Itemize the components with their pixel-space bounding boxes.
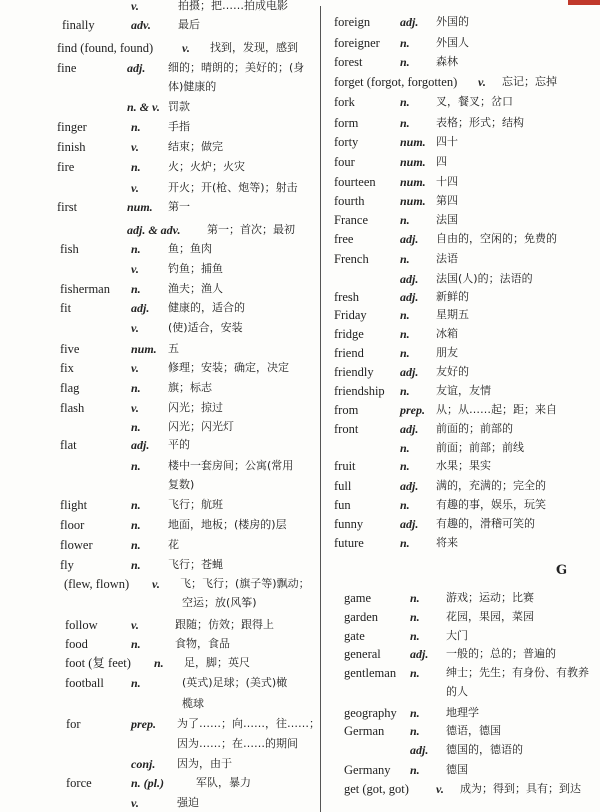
part-of-speech: n. [400,459,410,473]
meaning: 因为，由于 [177,757,232,770]
part-of-speech: n. [131,381,141,395]
meaning: (英式)足球；(美式)橄 [182,676,288,689]
part-of-speech: num. [400,155,426,169]
headword: football [65,676,104,690]
headword: force [66,776,92,790]
meaning: 旗；标志 [168,381,212,394]
headword: four [334,155,355,169]
headword: funny [334,517,364,531]
headword: geography [344,706,397,720]
part-of-speech: adj. [127,61,146,75]
meaning: 地面，地板；(楼房的)层 [168,518,287,531]
part-of-speech: n. [131,420,141,434]
headword: finish [57,140,86,154]
part-of-speech: n. [410,724,420,738]
meaning: 飞行；苍蝇 [168,558,223,571]
meaning: 因为……；在……的期间 [177,737,298,750]
part-of-speech: v. [478,75,486,89]
part-of-speech: adj. [410,743,429,757]
headword: flag [60,381,80,395]
part-of-speech: n. [410,629,420,643]
meaning: 修理；安装；确定，决定 [168,361,289,374]
part-of-speech: adj. [131,301,150,315]
meaning: 手指 [168,120,190,133]
headword: flat [60,438,77,452]
part-of-speech: num. [127,200,153,214]
part-of-speech: adv. [131,18,151,32]
meaning: 楼中一套房间；公寓(常用 [168,459,294,472]
meaning: 德国 [446,763,468,776]
part-of-speech: n. [131,676,141,690]
part-of-speech: n. [400,95,410,109]
part-of-speech: num. [400,175,426,189]
part-of-speech: v. [131,0,139,13]
part-of-speech: n. [400,252,410,266]
meaning: 外国的 [436,15,469,28]
meaning: 火；火炉；火灾 [168,160,245,173]
headword: foreigner [334,36,380,50]
headword: flash [60,401,85,415]
part-of-speech: adj. [400,232,419,246]
meaning: 满的，充满的；完全的 [436,479,546,492]
meaning: 十四 [436,175,458,188]
meaning: 足，脚；英尺 [184,656,250,669]
headword: gate [344,629,365,643]
headword: fresh [334,290,359,304]
headword: Friday [334,308,367,322]
meaning: 四十 [436,135,458,148]
meaning: (使)适合，安装 [168,321,243,334]
meaning: 五 [168,342,179,355]
meaning: 德国的，德语的 [446,743,523,756]
headword: from [334,403,359,417]
meaning: 忘记；忘掉 [502,75,557,88]
part-of-speech: adj. [400,272,419,286]
headword: friendship [334,384,385,398]
headword: Germany [344,763,391,777]
meaning: 地理学 [446,706,479,719]
meaning: 平的 [168,438,190,451]
meaning: 食物，食品 [175,637,230,650]
headword: fourteen [334,175,376,189]
part-of-speech: n. [410,610,420,624]
meaning: 钓鱼；捕鱼 [168,262,223,275]
headword: for [66,717,81,731]
headword: form [334,116,359,130]
part-of-speech: v. [131,361,139,375]
headword: (flew, flown) [64,577,130,591]
headword: France [334,213,369,227]
column-divider [320,6,321,812]
meaning: 鱼；鱼肉 [168,242,212,255]
meaning: 军队，暴力 [196,776,251,789]
headword: fruit [334,459,356,473]
part-of-speech: prep. [131,717,156,731]
headword: general [344,647,381,661]
part-of-speech: n. [400,308,410,322]
meaning: 友好的 [436,365,469,378]
meaning: 渔夫；渔人 [168,282,223,295]
part-of-speech: adj. [400,15,419,29]
headword: forest [334,55,363,69]
part-of-speech: num. [400,194,426,208]
meaning: 叉，餐叉；岔口 [436,95,513,108]
part-of-speech: n. & v. [127,100,160,114]
meaning: 结束；做完 [168,140,223,153]
headword: future [334,536,364,550]
part-of-speech: n. [131,120,141,134]
part-of-speech: v. [152,577,160,591]
headword: forty [334,135,359,149]
headword: floor [60,518,85,532]
part-of-speech: adj. [400,365,419,379]
meaning: 细的；晴朗的；美好的；(身 [168,61,305,74]
meaning: 第一 [168,200,190,213]
part-of-speech: adj. [400,517,419,531]
part-of-speech: n. [400,55,410,69]
headword: fridge [334,327,364,341]
part-of-speech: n. [400,36,410,50]
meaning: 最后 [178,18,200,31]
meaning: 法国 [436,213,458,226]
part-of-speech: v. [131,262,139,276]
meaning: 罚款 [168,100,190,113]
headword: game [344,591,372,605]
headword: full [334,479,352,493]
headword: five [60,342,80,356]
meaning: 绅士；先生；有身份、有教养 [446,666,589,679]
section-heading: G [556,563,568,578]
headword: forget (forgot, forgotten) [334,75,458,89]
headword: German [344,724,385,738]
part-of-speech: v. [131,796,139,810]
part-of-speech: n. [410,763,420,777]
headword: fine [57,61,77,75]
meaning: 的人 [446,685,468,698]
meaning: 大门 [446,629,468,642]
part-of-speech: n. [131,518,141,532]
meaning: 新鲜的 [436,290,469,303]
headword: find (found, found) [57,41,154,55]
headword: fit [60,301,72,315]
part-of-speech: adj. [131,438,150,452]
part-of-speech: n. [131,637,141,651]
part-of-speech: v. [131,618,139,632]
part-of-speech: v. [182,41,190,55]
meaning: 花 [168,538,179,551]
part-of-speech: n. [154,656,164,670]
part-of-speech: n. [131,282,141,296]
headword: fork [334,95,355,109]
part-of-speech: adj. [400,422,419,436]
meaning: 朋友 [436,346,458,359]
meaning: 榄球 [182,697,204,710]
part-of-speech: n. [400,346,410,360]
part-of-speech: adj. [400,479,419,493]
headword: friend [334,346,364,360]
meaning: 前面；前部；前线 [436,441,524,454]
headword: fish [60,242,79,256]
headword: food [65,637,88,651]
part-of-speech: n. [400,441,410,455]
meaning: 前面的；前部的 [436,422,513,435]
headword: foreign [334,15,371,29]
headword: fly [60,558,74,572]
meaning: 星期五 [436,308,469,321]
meaning: 德语，德国 [446,724,501,737]
part-of-speech: n. [400,213,410,227]
part-of-speech: n. [131,459,141,473]
headword: first [57,200,78,214]
headword: flower [60,538,93,552]
meaning: 闪光；掠过 [168,401,223,414]
meaning: 游戏；运动；比赛 [446,591,534,604]
meaning: 花园，果园，菜园 [446,610,534,623]
part-of-speech: n. [400,498,410,512]
meaning: 开火；开(枪、炮等)；射击 [168,181,298,194]
meaning: 外国人 [436,36,469,49]
headword: fourth [334,194,365,208]
part-of-speech: n. [400,384,410,398]
meaning: 闪光；闪光灯 [168,420,234,433]
part-of-speech: n. (pl.) [131,776,164,790]
meaning: 空运；放(风筝) [182,596,257,609]
meaning: 第四 [436,194,458,207]
part-of-speech: n. [131,160,141,174]
meaning: 将来 [436,536,458,549]
part-of-speech: adj. [410,647,429,661]
meaning: 拍摄；把……拍成电影 [178,0,288,12]
meaning: 飞行；航班 [168,498,223,511]
part-of-speech: v. [131,140,139,154]
meaning: 冰箱 [436,327,458,340]
headword: fix [60,361,74,375]
meaning: 水果；果实 [436,459,491,472]
meaning: 法语 [436,252,458,265]
meaning: 从；从……起；距；来自 [436,403,557,416]
headword: gentleman [344,666,397,680]
part-of-speech: n. [131,538,141,552]
part-of-speech: num. [400,135,426,149]
meaning: 友谊，友情 [436,384,491,397]
meaning: 成为；得到；具有；到达 [460,782,581,795]
meaning: 四 [436,155,447,168]
headword: free [334,232,354,246]
meaning: 表格；形式；结构 [436,116,524,129]
part-of-speech: conj. [131,757,156,771]
meaning: 法国(人)的；法语的 [436,272,533,285]
headword: fire [57,160,75,174]
meaning: 自由的，空闲的；免费的 [436,232,557,245]
meaning: 复数) [168,478,195,491]
part-of-speech: n. [400,116,410,130]
headword: fun [334,498,351,512]
meaning: 飞；飞行；(旗子等)飘动； [180,577,310,590]
headword: garden [344,610,379,624]
part-of-speech: n. [131,498,141,512]
meaning: 找到，发现，感到 [210,41,298,54]
headword: front [334,422,359,436]
headword: fisherman [60,282,110,296]
headword: French [334,252,369,266]
meaning: 第一；首次；最初 [207,223,295,236]
meaning: 体)健康的 [168,80,217,93]
meaning: 健康的，适合的 [168,301,245,314]
part-of-speech: n. [400,327,410,341]
meaning: 为了……；向……，往……； [177,717,320,730]
part-of-speech: v. [436,782,444,796]
headword: foot (复 feet) [65,656,131,670]
headword: follow [65,618,98,632]
headword: finally [62,18,95,32]
meaning: 森林 [436,55,458,68]
part-of-speech: v. [131,181,139,195]
part-of-speech: n. [410,706,420,720]
part-of-speech: adj. [400,290,419,304]
part-of-speech: n. [410,666,420,680]
part-of-speech: n. [131,242,141,256]
headword: get (got, got) [344,782,409,796]
part-of-speech: n. [131,558,141,572]
part-of-speech: num. [131,342,157,356]
part-of-speech: prep. [400,403,425,417]
meaning: 有趣的，滑稽可笑的 [436,517,535,530]
headword: flight [60,498,88,512]
meaning: 强迫 [177,796,199,809]
part-of-speech: adj. & adv. [127,223,181,237]
right-column [330,0,600,812]
meaning: 跟随；仿效；跟得上 [175,618,274,631]
part-of-speech: n. [410,591,420,605]
part-of-speech: v. [131,401,139,415]
part-of-speech: v. [131,321,139,335]
meaning: 一般的；总的；普遍的 [446,647,556,660]
part-of-speech: n. [400,536,410,550]
meaning: 有趣的事，娱乐，玩笑 [436,498,546,511]
headword: friendly [334,365,374,379]
headword: finger [57,120,87,134]
